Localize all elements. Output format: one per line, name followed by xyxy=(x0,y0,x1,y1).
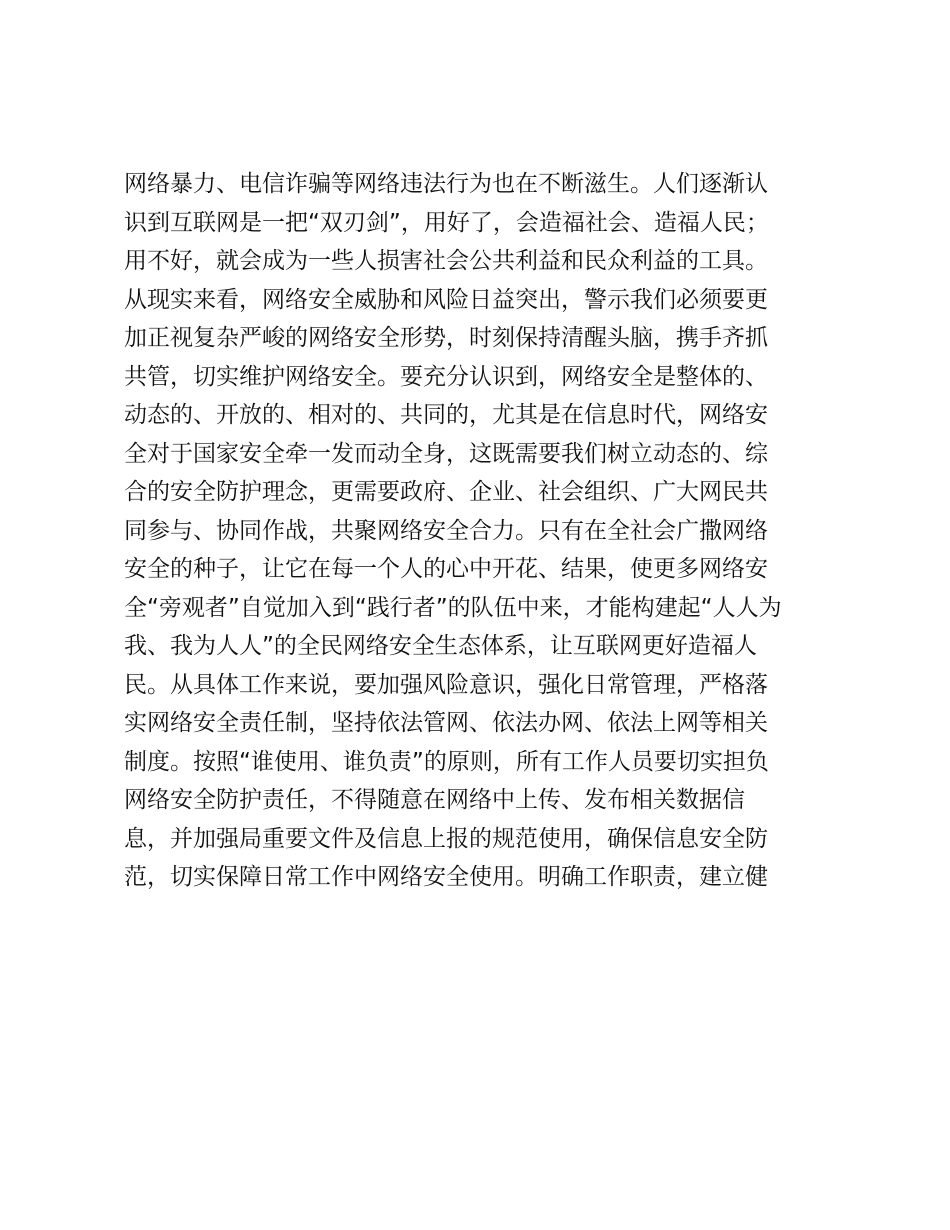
text-line: 识到互联网是一把“双刃剑”，用好了，会造福社会、造福人民； xyxy=(124,209,769,236)
body-paragraph xyxy=(124,165,864,897)
text-line: 安全的种子，让它在每一个人的心中开花、结果，使更多网络安 xyxy=(124,556,768,582)
text-line: 实网络安全责任制，坚持依法管网、依法办网、依法上网等相关 xyxy=(124,710,768,736)
text-line: 我、我为人人”的全民网络安全生态体系，让互联网更好造福人 xyxy=(124,633,757,659)
text-line: 同参与、协同作战，共聚网络安全合力。只有在全社会广撒网络 xyxy=(124,517,768,544)
text-line: 制度。按照“谁使用、谁负责”的原则，所有工作人员要切实担负 xyxy=(124,748,769,775)
text-line: 民。从具体工作来说，要加强风险意识，强化日常管理，严格落 xyxy=(124,671,768,698)
text-line: 从现实来看，网络安全威胁和风险日益突出，警示我们必须要更 xyxy=(124,286,768,313)
text-line: 网络暴力、电信诈骗等网络违法行为也在不断滋生。人们逐渐认 xyxy=(124,171,768,197)
text-line: 全对于国家安全牵一发而动全身，这既需要我们树立动态的、综 xyxy=(124,440,768,467)
text-line: 用不好，就会成为一些人损害社会公共利益和民众利益的工具。 xyxy=(124,248,768,274)
text-line: 息，并加强局重要文件及信息上报的规范使用，确保信息安全防 xyxy=(124,825,768,852)
text-line: 合的安全防护理念，更需要政府、企业、社会组织、广大网民共 xyxy=(124,479,768,505)
text-line: 网络安全防护责任，不得随意在网络中上传、发布相关数据信 xyxy=(124,787,745,813)
text-line: 动态的、开放的、相对的、共同的，尤其是在信息时代，网络安 xyxy=(124,402,768,428)
text-line: 共管，切实维护网络安全。要充分认识到，网络安全是整体的、 xyxy=(124,363,768,390)
text-line: 范，切实保障日常工作中网络安全使用。明确工作职责，建立健 xyxy=(124,864,768,890)
text-line: 全“旁观者”自觉加入到“践行者”的队伍中来，才能构建起“人人为 xyxy=(124,594,782,621)
text-line: 加正视复杂严峻的网络安全形势，时刻保持清醒头脑，携手齐抓 xyxy=(124,325,768,351)
